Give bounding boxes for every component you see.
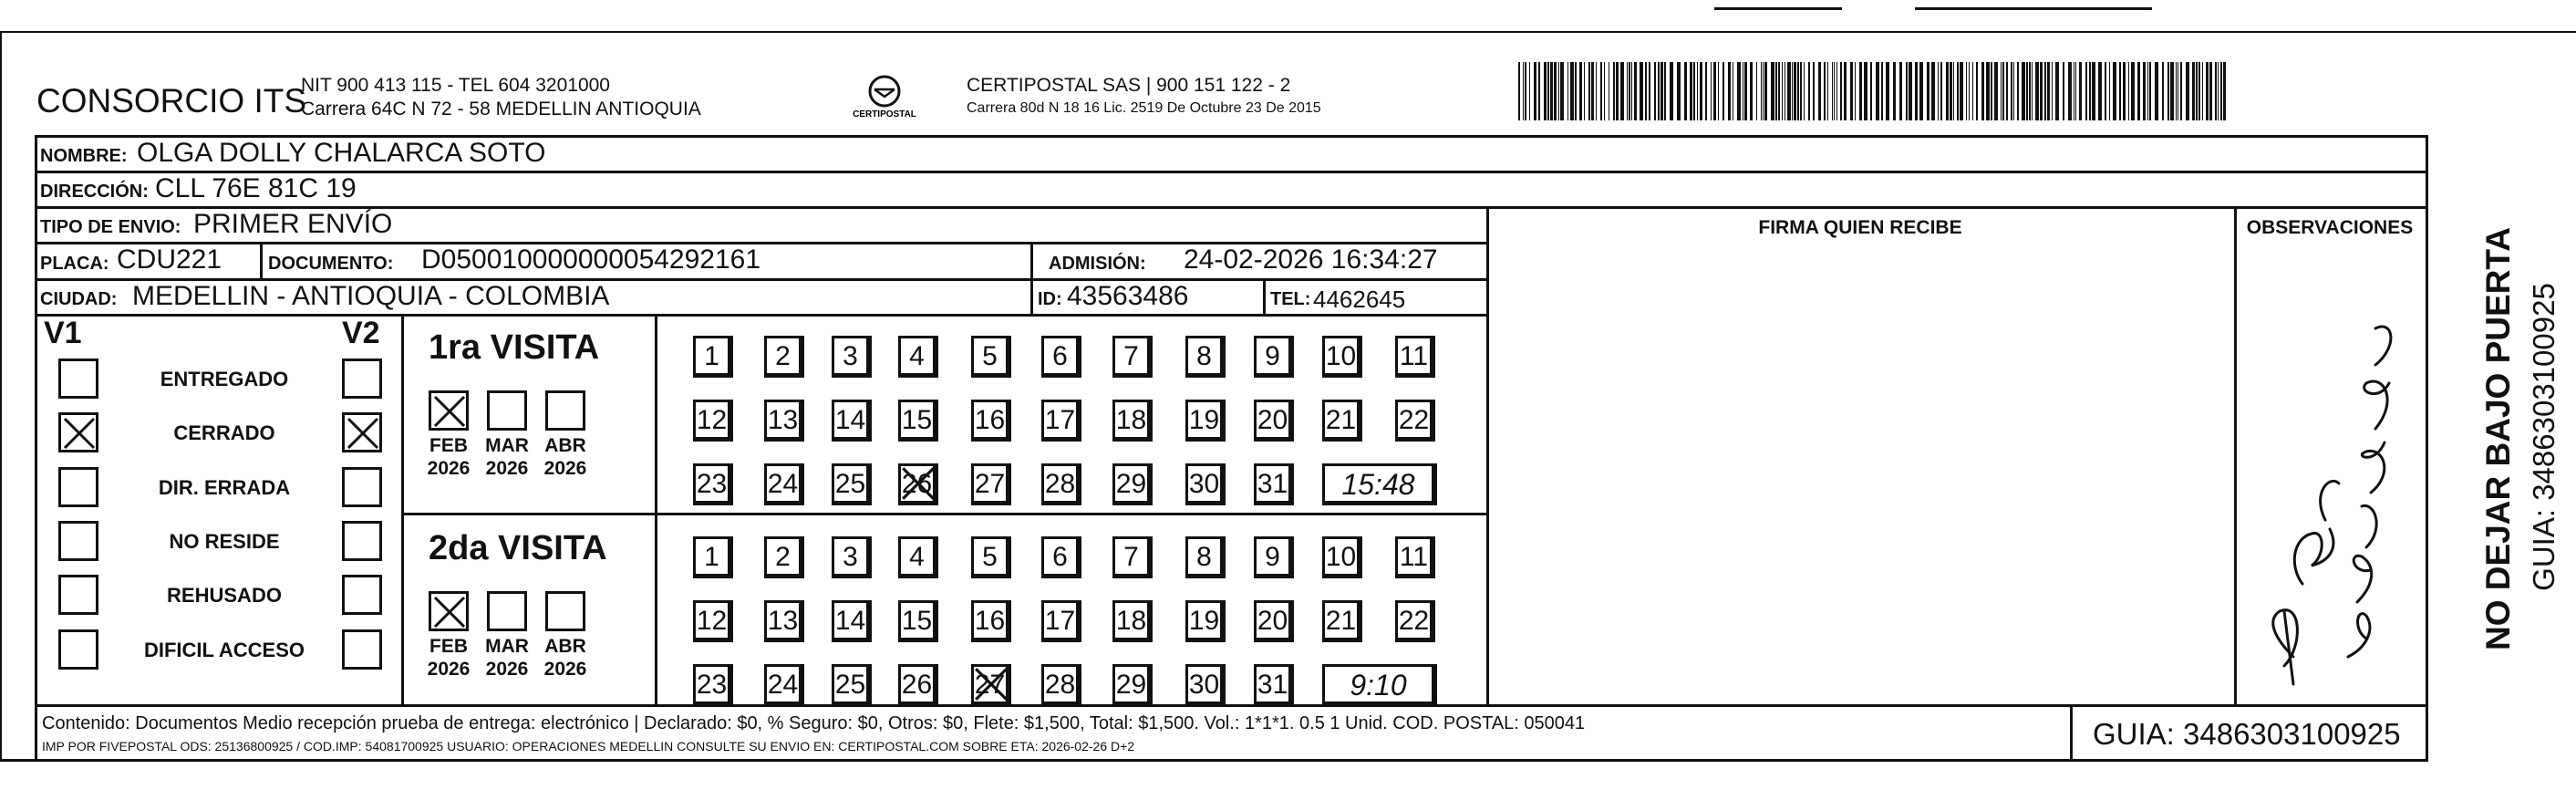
month-checkbox[interactable] — [487, 390, 527, 431]
day-box[interactable]: 7 — [1112, 336, 1153, 378]
day-box[interactable]: 29 — [1112, 463, 1153, 505]
direccion-label: DIRECCIÓN: — [40, 182, 149, 202]
day-box[interactable]: 31 — [1254, 664, 1294, 706]
day-box[interactable]: 25 — [832, 463, 872, 505]
tipo-envio-value: PRIMER ENVÍO — [193, 209, 393, 239]
frame-line — [2070, 704, 2073, 759]
day-box[interactable]: 9 — [1254, 336, 1294, 378]
v2-header: V2 — [342, 316, 380, 350]
month-label — [421, 635, 476, 681]
day-box[interactable]: 28 — [1041, 664, 1081, 706]
day-box[interactable]: 19 — [1185, 600, 1226, 642]
month-name: ABR — [544, 435, 586, 456]
month-label — [480, 434, 534, 480]
day-box[interactable]: 30 — [1185, 463, 1226, 505]
x-mark-icon — [899, 464, 937, 503]
day-box[interactable]: 29 — [1112, 664, 1153, 706]
guia-vertical: GUIA: 3486303100925 — [2527, 283, 2560, 591]
month-year: 2026 — [427, 659, 471, 680]
month-label — [421, 434, 476, 480]
day-box[interactable]: 1 — [693, 336, 733, 378]
footer-guia: GUIA: 3486303100925 — [2093, 717, 2401, 751]
footer-contenido: Contenido: Documentos Medio recepción prueba de entrega: electrónico | Declarado: $0, % Seguro: $0, Otros: $0, Flete: $1,500, Total: $1,500. Vol.: 1*1*1. 0.5 1 Unid. COD. POSTAL: 050041 — [42, 713, 1586, 733]
month-year: 2026 — [485, 458, 529, 479]
day-box[interactable]: 26 — [898, 664, 938, 706]
firma-label: FIRMA QUIEN RECIBE — [1758, 217, 1962, 238]
tel-value: 4462645 — [1313, 286, 1406, 313]
page-left-rule — [0, 31, 2, 761]
day-box[interactable]: 17 — [1041, 400, 1081, 442]
svg-text:CERTIPOSTAL: CERTIPOSTAL — [853, 109, 916, 120]
frame-line — [35, 171, 2428, 173]
documento-label: DOCUMENTO: — [268, 254, 394, 274]
frame-line — [2426, 135, 2428, 762]
day-box[interactable]: 26 — [898, 463, 938, 505]
status-label: CERRADO — [173, 421, 275, 444]
day-box[interactable]: 12 — [693, 400, 733, 442]
time-box[interactable]: 9:10 — [1322, 664, 1437, 706]
status-label: ENTREGADO — [160, 368, 289, 390]
day-box[interactable]: 16 — [971, 600, 1011, 642]
day-box[interactable]: 10 — [1322, 536, 1362, 578]
month-checkbox[interactable] — [429, 591, 469, 631]
day-box[interactable]: 21 — [1322, 600, 1362, 642]
day-box[interactable]: 23 — [693, 463, 733, 505]
certipostal-logo — [843, 71, 926, 126]
x-mark-icon — [972, 665, 1010, 703]
ciudad-value: MEDELLIN - ANTIOQUIA - COLOMBIA — [132, 281, 610, 311]
tel-label: TEL: — [1270, 289, 1311, 309]
month-name: ABR — [544, 636, 586, 657]
v1-checkbox[interactable] — [58, 575, 98, 615]
day-box[interactable]: 8 — [1185, 336, 1226, 378]
day-box[interactable]: 18 — [1112, 600, 1153, 642]
observaciones-label: OBSERVACIONES — [2246, 217, 2414, 238]
x-mark-icon — [431, 393, 468, 430]
day-box[interactable]: 22 — [1395, 400, 1435, 442]
frame-line — [401, 513, 1489, 515]
id-label: ID: — [1038, 289, 1062, 309]
day-box[interactable]: 15 — [898, 400, 938, 442]
status-label: DIFICIL ACCESO — [143, 639, 305, 661]
day-box[interactable]: 24 — [764, 463, 804, 505]
day-box[interactable]: 2 — [764, 336, 804, 378]
month-year: 2026 — [485, 659, 529, 680]
frame-line — [260, 242, 263, 278]
month-label — [538, 434, 593, 480]
direccion-value: CLL 76E 81C 19 — [155, 173, 357, 203]
day-box[interactable]: 31 — [1254, 463, 1294, 505]
admision-value: 24-02-2026 16:34:27 — [1184, 244, 1438, 275]
v2-checkbox[interactable] — [342, 575, 382, 615]
carrier-address: Carrera 80d N 18 16 Lic. 2519 De Octubre 23 De 2015 — [967, 100, 1321, 116]
month-checkbox[interactable] — [545, 591, 585, 631]
admision-label: ADMISIÓN: — [1049, 254, 1146, 274]
day-box[interactable]: 12 — [693, 600, 733, 642]
day-box[interactable]: 3 — [832, 536, 872, 578]
frame-line — [35, 206, 2428, 209]
month-name: FEB — [429, 435, 468, 456]
v2-checkbox[interactable] — [342, 359, 382, 399]
barcode — [1518, 62, 2229, 120]
v1-checkbox[interactable] — [58, 629, 98, 670]
page-top-rule — [0, 31, 2576, 33]
v2-checkbox[interactable] — [342, 412, 382, 452]
recipient-signature — [2239, 255, 2421, 693]
id-value: 43563486 — [1067, 281, 1189, 311]
x-mark-icon — [431, 594, 468, 630]
day-box[interactable]: 4 — [898, 336, 938, 378]
day-box[interactable]: 5 — [971, 536, 1011, 578]
v1-checkbox[interactable] — [58, 467, 98, 507]
company-name: CONSORCIO ITS — [36, 82, 307, 120]
day-box[interactable]: 6 — [1041, 336, 1081, 378]
x-mark-icon — [345, 415, 381, 452]
day-box[interactable]: 27 — [971, 664, 1011, 706]
v2-checkbox[interactable] — [342, 629, 382, 670]
documento-value: D050010000000054292161 — [421, 244, 761, 275]
day-box[interactable]: 3 — [832, 336, 872, 378]
frame-line — [401, 314, 404, 704]
day-box[interactable]: 25 — [832, 664, 872, 706]
scan-mark — [1915, 7, 2152, 10]
day-box[interactable]: 22 — [1395, 600, 1435, 642]
day-box[interactable]: 10 — [1322, 336, 1362, 378]
month-year: 2026 — [543, 458, 587, 479]
frame-line — [2234, 206, 2237, 704]
month-name: FEB — [429, 636, 468, 657]
day-box[interactable]: 6 — [1041, 536, 1081, 578]
day-box[interactable]: 17 — [1041, 600, 1081, 642]
month-checkbox[interactable] — [429, 390, 469, 431]
month-checkbox[interactable] — [487, 591, 527, 631]
month-checkbox[interactable] — [545, 390, 585, 431]
day-box[interactable]: 30 — [1185, 664, 1226, 706]
day-box[interactable]: 16 — [971, 400, 1011, 442]
day-box[interactable]: 27 — [971, 463, 1011, 505]
frame-line — [35, 314, 1489, 317]
footer-imp: IMP POR FIVEPOSTAL ODS: 25136800925 / COD.IMP: 54081700925 USUARIO: OPERACIONES MEDELLIN CONSULTE SU ENVIO EN: CERTIPOSTAL.COM SOBRE ETA: 2026-02-26 D+2 — [42, 739, 1135, 754]
day-box[interactable]: 13 — [764, 600, 804, 642]
day-box[interactable]: 21 — [1322, 400, 1362, 442]
day-box[interactable]: 23 — [693, 664, 733, 706]
no-dejar-warning: NO DEJAR BAJO PUERTA — [2479, 227, 2517, 650]
v1-checkbox[interactable] — [58, 412, 98, 452]
month-label — [538, 635, 593, 681]
v1-header: V1 — [44, 316, 82, 350]
day-box[interactable]: 14 — [832, 600, 872, 642]
day-box[interactable]: 20 — [1254, 600, 1294, 642]
month-year: 2026 — [427, 458, 471, 479]
ciudad-label: CIUDAD: — [40, 289, 118, 309]
frame-line — [1486, 206, 1489, 704]
status-label: REHUSADO — [167, 584, 282, 607]
visit-title: 2da VISITA — [429, 529, 607, 567]
time-box[interactable]: 15:48 — [1322, 463, 1437, 505]
placa-value: CDU221 — [117, 244, 222, 275]
month-name: MAR — [485, 636, 529, 657]
day-box[interactable]: 24 — [764, 664, 804, 706]
company-address: Carrera 64C N 72 - 58 MEDELLIN ANTIOQUIA — [301, 99, 701, 120]
frame-line — [1263, 278, 1266, 314]
v1-checkbox[interactable] — [58, 521, 98, 561]
nombre-label: NOMBRE: — [40, 146, 128, 166]
day-box[interactable]: 1 — [693, 536, 733, 578]
placa-label: PLACA: — [40, 254, 109, 274]
day-box[interactable]: 5 — [971, 336, 1011, 378]
day-box[interactable]: 4 — [898, 536, 938, 578]
v1-checkbox[interactable] — [58, 359, 98, 399]
day-box[interactable]: 20 — [1254, 400, 1294, 442]
day-box[interactable]: 7 — [1112, 536, 1153, 578]
scan-mark — [1714, 7, 1842, 10]
x-mark-icon — [61, 415, 98, 452]
frame-line — [35, 759, 2428, 762]
status-label: NO RESIDE — [169, 530, 280, 553]
day-box[interactable]: 14 — [832, 400, 872, 442]
day-box[interactable]: 11 — [1395, 336, 1435, 378]
carrier-name: CERTIPOSTAL SAS | 900 151 122 - 2 — [967, 75, 1291, 96]
day-box[interactable]: 15 — [898, 600, 938, 642]
tipo-envio-label: TIPO DE ENVIO: — [40, 217, 181, 237]
v2-checkbox[interactable] — [342, 467, 382, 507]
frame-line — [35, 135, 37, 762]
day-box[interactable]: 2 — [764, 536, 804, 578]
day-box[interactable]: 13 — [764, 400, 804, 442]
status-label: DIR. ERRADA — [158, 476, 291, 499]
month-name: MAR — [485, 435, 529, 456]
day-box[interactable]: 18 — [1112, 400, 1153, 442]
v2-checkbox[interactable] — [342, 521, 382, 561]
month-label — [480, 635, 534, 681]
month-year: 2026 — [543, 659, 587, 680]
frame-line — [1030, 242, 1033, 314]
day-box[interactable]: 19 — [1185, 400, 1226, 442]
day-box[interactable]: 9 — [1254, 536, 1294, 578]
frame-line — [655, 314, 657, 704]
nombre-value: OLGA DOLLY CHALARCA SOTO — [137, 138, 546, 168]
day-box[interactable]: 11 — [1395, 536, 1435, 578]
company-nit: NIT 900 413 115 - TEL 604 3201000 — [301, 75, 610, 96]
day-box[interactable]: 8 — [1185, 536, 1226, 578]
day-box[interactable]: 28 — [1041, 463, 1081, 505]
visit-title: 1ra VISITA — [429, 328, 600, 367]
